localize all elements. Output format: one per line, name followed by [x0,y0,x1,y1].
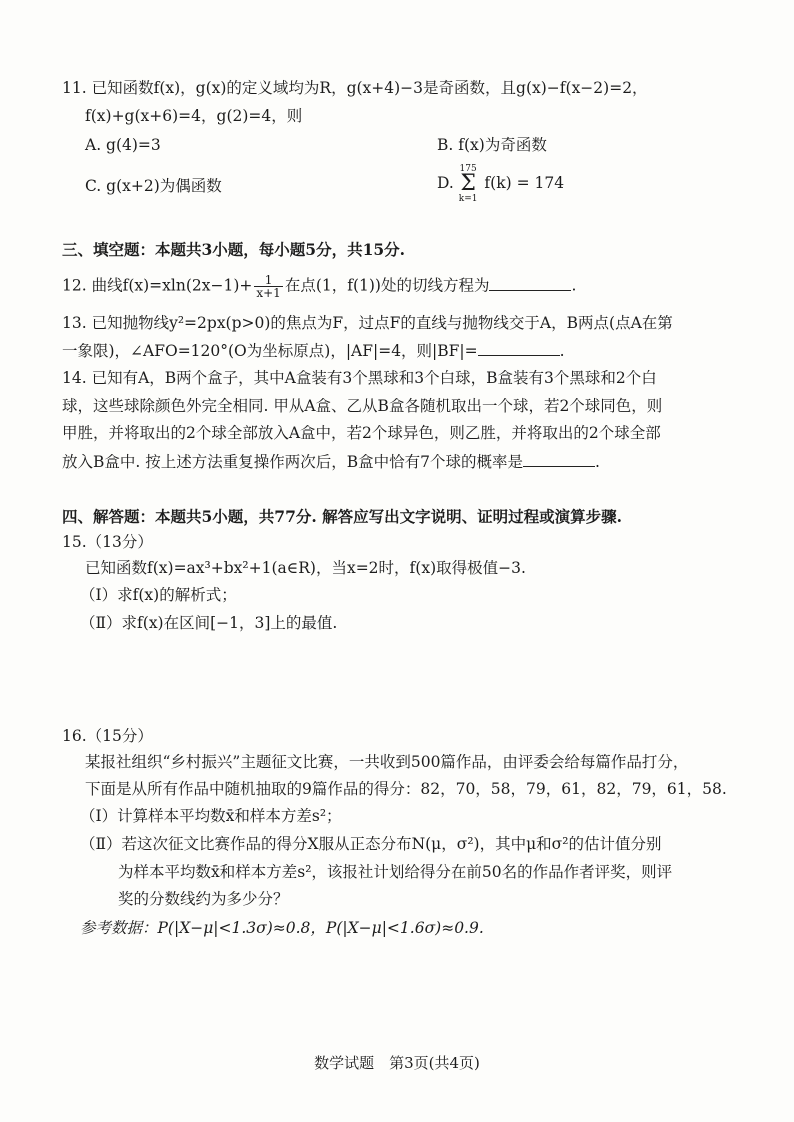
q11-line-1: 11. 已知函数f(x)，g(x)的定义域均为R，g(x+4)−3是奇函数，且g(x)−f(x−2)=2， [62,79,648,97]
answer-blank[interactable] [489,275,571,291]
q14-line-4 [62,451,600,472]
section-4-title: 四、解答题：本题共5小题，共77分. 解答应写出文字说明、证明过程或演算步骤. [62,507,623,526]
q12-suffix: 在点(1，f(1))处的切线方程为 [284,276,490,295]
q15-line-1: 已知函数f(x)=ax³+bx²+1(a∈R)，当x=2时，f(x)取得极值−3. [85,559,526,577]
sigma-glyph: Σ [460,171,476,196]
sum-lower-limit: k=1 [458,194,478,204]
section-3-title: 三、填空题：本题共3小题，每小题5分，共15分. [62,240,406,259]
q13-line-1: 13. 已知抛物线y²=2px(p>0)的焦点为F，过点F的直线与抛物线交于A，B两点(点A在第 [62,314,673,332]
q15-header: 15.（13分） [62,533,153,551]
q16-part-2-line-2: 为样本平均数x̄和样本方差s²，该报社计划给得分在前50名的作品作者评奖，则评 [118,863,673,881]
q16-line-2: 下面是从所有作品中随机抽取的9篇作品的得分：82，70，58，79，61，82，79，61，58. [85,780,727,798]
q16-reference-data: 参考数据：P(|X−μ|<1.3σ)≈0.8，P(|X−μ|<1.6σ)≈0.9. [80,919,484,937]
q14-line-3: 甲胜，并将取出的2个球全部放入A盒中，若2个球异色，则乙胜，并将取出的2个球全部 [62,424,661,442]
q13-end: . [559,342,565,360]
q11-option-d-expression: f(k) = 174 [484,174,565,192]
answer-blank[interactable] [523,451,595,467]
summation-symbol [459,164,478,204]
q16-part-2-line-3: 奖的分数线约为多少分？ [118,890,289,908]
q11-option-a: A. g(4)=3 [85,136,161,154]
q12-end: . [571,276,577,295]
q14-line-4-text: 放入B盒中. 按上述方法重复操作两次后，B盒中恰有7个球的概率是 [62,453,523,471]
q16-line-1: 某报社组织“乡村振兴”主题征文比赛，一共收到500篇作品，由评委会给每篇作品打分， [85,753,689,771]
q11-option-d-label: D. [437,174,454,192]
q16-header: 16.（15分） [62,727,153,745]
q11-option-b: B. f(x)为奇函数 [437,136,547,154]
q16-part-1: （Ⅰ）计算样本平均数x̄和样本方差s²； [80,807,342,825]
q16-part-2-line-1: （Ⅱ）若这次征文比赛作品的得分X服从正态分布N(μ，σ²)，其中μ和σ²的估计值分别 [80,835,662,853]
q11-line-2: f(x)+g(x+6)=4，g(2)=4，则 [85,107,303,125]
q14-line-1: 14. 已知有A，B两个盒子，其中A盒装有3个黑球和3个白球，B盒装有3个黑球和2个白 [62,369,657,387]
page-footer: 数学试题 第3页(共4页) [314,1054,480,1072]
answer-blank[interactable] [478,340,560,356]
q15-part-2: （Ⅱ）求f(x)在区间[−1，3]上的最值. [80,614,338,632]
q11-option-c: C. g(x+2)为偶函数 [85,177,222,195]
q12-prefix: 12. 曲线f(x)=xln(2x−1)+ [62,276,253,295]
sum-upper-limit: 175 [459,164,477,174]
fraction-numerator: 1 [254,274,282,287]
q13-line-2 [62,340,565,361]
fraction-denominator: x+1 [256,286,281,300]
q14-line-2: 球，这些球除颜色外完全相同. 甲从A盒、乙从B盒各随机取出一个球，若2个球同色，则 [62,397,663,415]
fraction [254,274,282,299]
q12-line [62,274,576,299]
q13-line-2-text: 一象限)，∠AFO=120°(O为坐标原点)，|AF|=4，则|BF|= [62,342,478,360]
q15-part-1: （Ⅰ）求f(x)的解析式； [80,586,237,604]
q11-option-d [437,164,564,204]
q14-end: . [595,453,600,471]
